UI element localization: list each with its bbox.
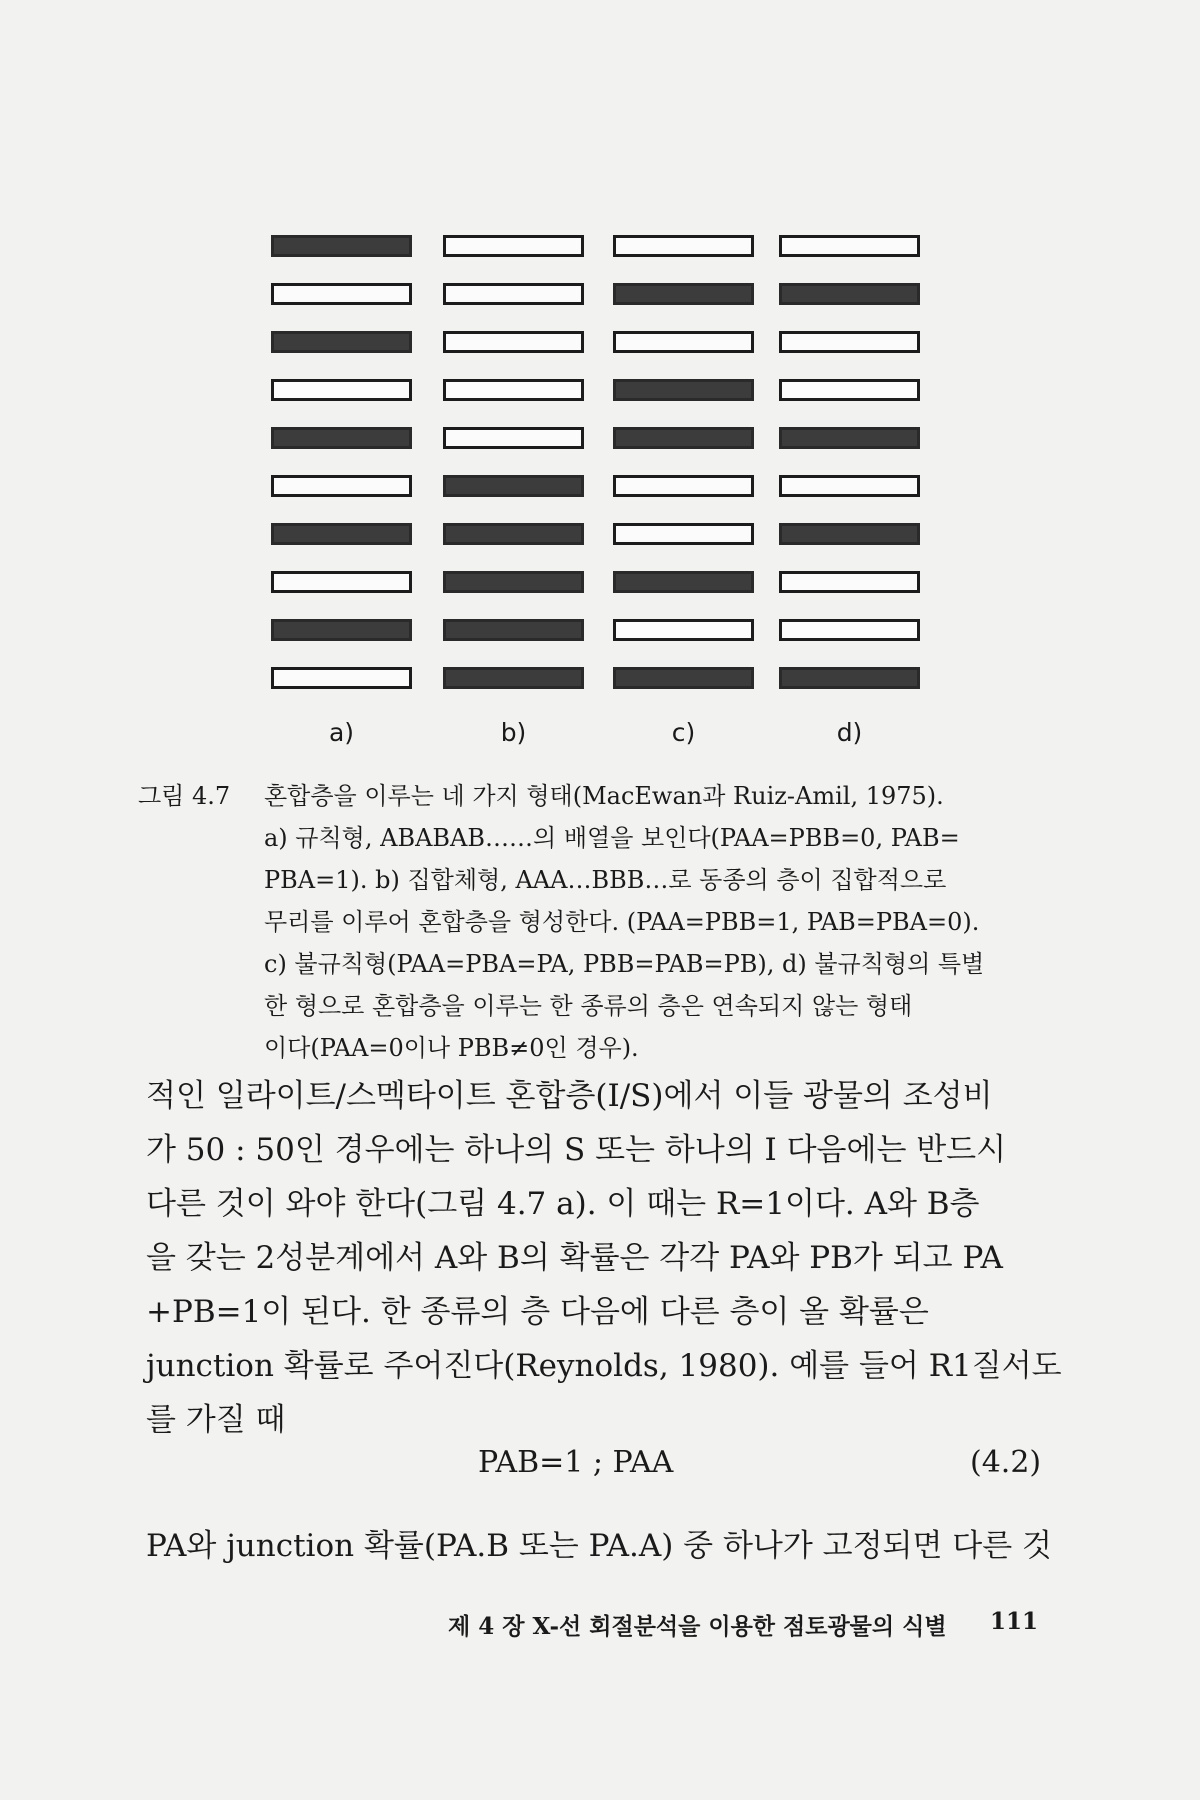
layer-bar-light <box>443 379 584 401</box>
layer-bar-light <box>613 619 754 641</box>
running-footer-chapter: 제 4 장 X-선 회절분석을 이용한 점토광물의 식별 <box>448 1613 947 1640</box>
caption-line: PBA=1). b) 집합체형, AAA…BBB…로 동종의 층이 집합적으로 <box>264 866 947 894</box>
caption-line: 무리를 이루어 혼합층을 형성한다. (PAA=PBB=1, PAB=PBA=0). <box>264 908 980 936</box>
layer-bar-light <box>271 475 412 497</box>
layer-bar-dark <box>271 427 412 449</box>
layer-bar-dark <box>443 619 584 641</box>
body-line: 가 50 : 50인 경우에는 하나의 S 또는 하나의 I 다음에는 반드시 <box>146 1132 1007 1168</box>
body-line: PA와 junction 확률(PA.B 또는 PA.A) 중 하나가 고정되면 다른 것 <box>146 1528 1052 1564</box>
caption-line: a) 규칙형, ABABAB……의 배열을 보인다(PAA=PBB=0, PAB= <box>264 824 960 852</box>
body-line: +PB=1이 된다. 한 종류의 층 다음에 다른 층이 올 확률은 <box>146 1294 929 1330</box>
figure-label-c: c) <box>671 718 696 747</box>
layer-bar-dark <box>613 427 754 449</box>
layer-bar-light <box>613 475 754 497</box>
layer-bar-light <box>443 283 584 305</box>
equation-number: (4.2) <box>970 1445 1042 1480</box>
layer-bar-light <box>271 379 412 401</box>
layer-bar-dark <box>779 667 920 689</box>
layer-bar-light <box>779 379 920 401</box>
layer-bar-light <box>779 619 920 641</box>
layer-bar-light <box>613 235 754 257</box>
layer-bar-light <box>779 331 920 353</box>
figure-4-7 <box>0 0 1200 800</box>
body-line: 를 가질 때 <box>146 1402 286 1438</box>
body-line: 적인 일라이트/스멕타이트 혼합층(I/S)에서 이들 광물의 조성비 <box>146 1078 993 1114</box>
caption-line: 혼합층을 이루는 네 가지 형태(MacEwan과 Ruiz-Amil, 1975). <box>264 782 944 810</box>
layer-bar-dark <box>779 283 920 305</box>
layer-bar-dark <box>613 379 754 401</box>
equation-4-2 <box>0 1445 1200 1495</box>
layer-bar-dark <box>443 667 584 689</box>
layer-bar-dark <box>443 523 584 545</box>
layer-bar-dark <box>613 571 754 593</box>
layer-bar-light <box>779 235 920 257</box>
layer-bar-dark <box>779 427 920 449</box>
layer-bar-light <box>779 571 920 593</box>
layer-bar-dark <box>271 331 412 353</box>
layer-bar-dark <box>271 619 412 641</box>
caption-line: 이다(PAA=0이나 PBB≠0인 경우). <box>264 1034 639 1062</box>
layer-bar-dark <box>443 475 584 497</box>
layer-bar-dark <box>779 523 920 545</box>
body-line: 을 갖는 2성분계에서 A와 B의 확률은 각각 PA와 PB가 되고 PA <box>146 1240 1003 1276</box>
body-line: 다른 것이 와야 한다(그림 4.7 a). 이 때는 R=1이다. A와 B층 <box>146 1186 980 1222</box>
layer-bar-light <box>271 571 412 593</box>
layer-bar-light <box>271 283 412 305</box>
body-line: junction 확률로 주어진다(Reynolds, 1980). 예를 들어 R1질서도 <box>146 1348 1062 1384</box>
layer-bar-light <box>271 667 412 689</box>
layer-bar-light <box>443 331 584 353</box>
layer-bar-dark <box>613 283 754 305</box>
caption-line: c) 불규칙형(PAA=PBA=PA, PBB=PAB=PB), d) 불규칙형의 특별 <box>264 950 985 978</box>
caption-line: 한 형으로 혼합층을 이루는 한 종류의 층은 연속되지 않는 형태 <box>264 992 913 1020</box>
layer-bar-dark <box>271 523 412 545</box>
layer-bar-dark <box>443 571 584 593</box>
layer-bar-light <box>613 331 754 353</box>
layer-bar-light <box>613 523 754 545</box>
layer-bar-light <box>443 235 584 257</box>
layer-bar-dark <box>271 235 412 257</box>
page-number: 111 <box>990 1608 1039 1635</box>
figure-label-b: b) <box>500 718 527 747</box>
layer-bar-light <box>779 475 920 497</box>
equation-formula: PAB=1 ; PAA <box>478 1445 674 1480</box>
layer-bar-light <box>443 427 584 449</box>
caption-label: 그림 4.7 <box>138 782 231 810</box>
figure-label-a: a) <box>328 718 355 747</box>
layer-bar-dark <box>613 667 754 689</box>
figure-label-d: d) <box>836 718 863 747</box>
